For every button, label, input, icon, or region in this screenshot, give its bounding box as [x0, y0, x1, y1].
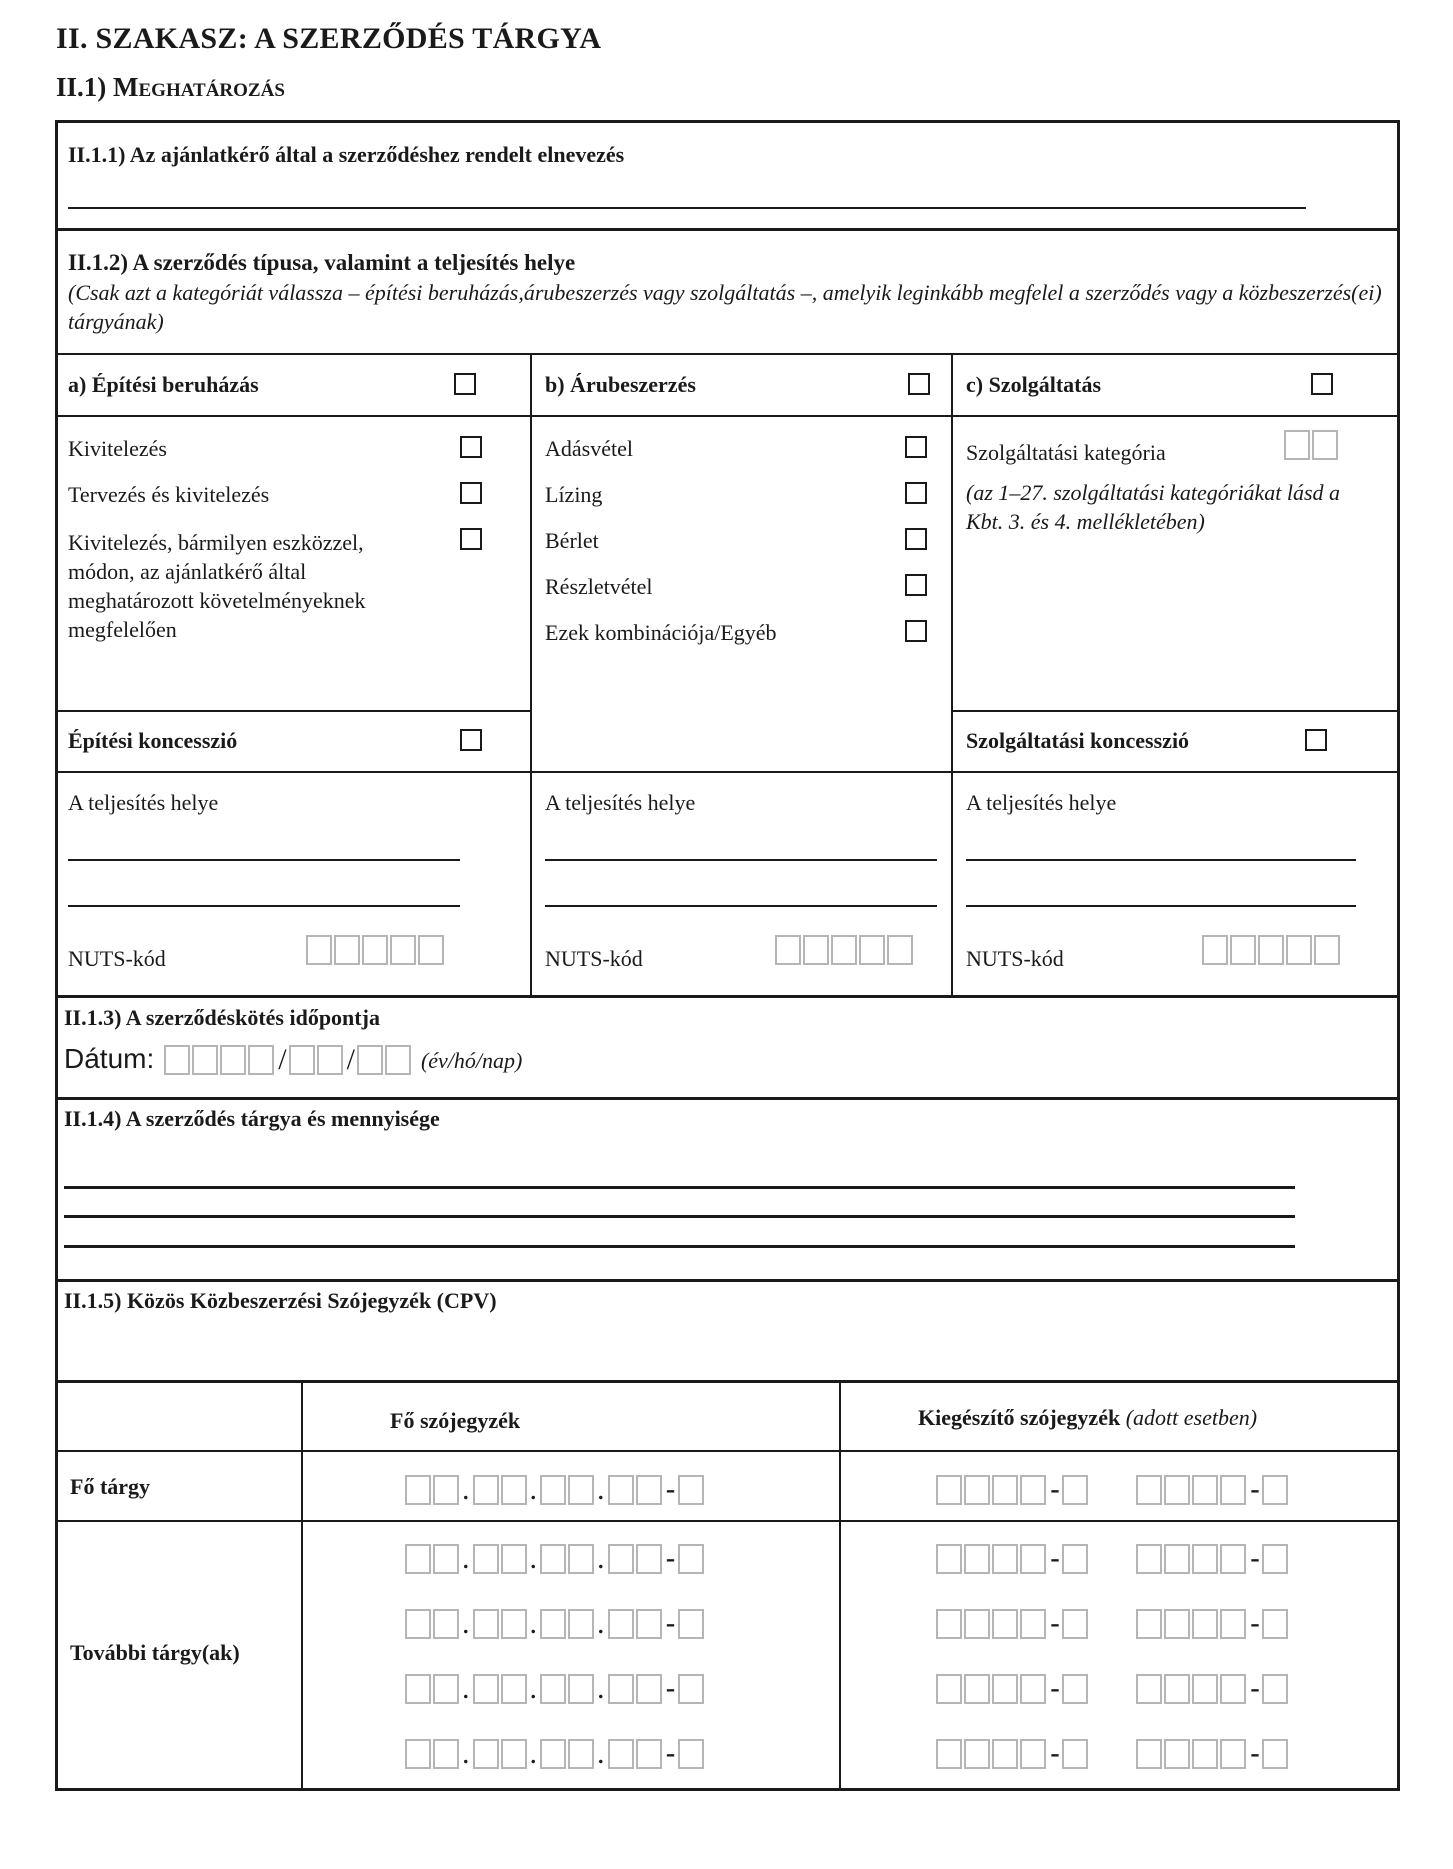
digit-box[interactable]	[220, 1045, 246, 1075]
digit-box[interactable]	[1020, 1739, 1046, 1769]
code-dot: .	[462, 1607, 470, 1640]
col-a-item-checkbox[interactable]	[460, 482, 482, 504]
digit-box[interactable]	[775, 935, 801, 965]
code-dot: .	[597, 1737, 605, 1770]
column-divider	[301, 1380, 303, 1791]
digit-box[interactable]	[936, 1674, 962, 1704]
digit-box[interactable]	[859, 935, 885, 965]
divider	[55, 228, 1400, 231]
divider	[55, 1097, 1400, 1100]
col-c-checkbox[interactable]	[1311, 373, 1333, 395]
divider	[951, 710, 1400, 712]
col-b-place-label: A teljesítés helye	[545, 790, 696, 815]
digit-box[interactable]	[1192, 1609, 1218, 1639]
digit-box[interactable]	[1312, 430, 1338, 460]
col-b-item-checkbox[interactable]	[905, 528, 927, 550]
digit-box[interactable]	[1136, 1609, 1162, 1639]
digit-box[interactable]	[1136, 1475, 1162, 1505]
col-a-place-line[interactable]	[68, 859, 460, 861]
digit-box[interactable]	[248, 1045, 274, 1075]
col-c-nuts-boxes[interactable]	[1202, 935, 1342, 965]
digit-box[interactable]	[433, 1609, 459, 1639]
col-b-title: b) Árubeszerzés	[545, 372, 696, 397]
digit-box[interactable]	[433, 1544, 459, 1574]
cpv-col-main: Fő szójegyzék	[390, 1408, 521, 1433]
digit-box[interactable]	[501, 1475, 527, 1505]
digit-box[interactable]	[636, 1544, 662, 1574]
digit-box[interactable]	[540, 1674, 566, 1704]
col-c-place-label: A teljesítés helye	[966, 790, 1117, 815]
cpv-main-code[interactable]	[405, 1609, 706, 1639]
col-a-item-checkbox[interactable]	[460, 436, 482, 458]
digit-box[interactable]	[568, 1475, 594, 1505]
digit-box[interactable]	[1062, 1475, 1088, 1505]
code-dot: .	[529, 1542, 537, 1575]
code-dot: .	[597, 1542, 605, 1575]
digit-box[interactable]	[1164, 1544, 1190, 1574]
cpv-row-more: További tárgy(ak)	[70, 1640, 240, 1665]
divider	[55, 1380, 1400, 1383]
subsection-title-text: II.1) Meghatározás	[56, 72, 285, 102]
digit-box[interactable]	[568, 1739, 594, 1769]
code-dot: .	[529, 1672, 537, 1705]
col-a-place-label: A teljesítés helye	[68, 790, 219, 815]
divider	[55, 995, 1400, 998]
digit-box[interactable]	[636, 1674, 662, 1704]
divider	[55, 710, 532, 712]
code-dash: -	[1050, 1672, 1060, 1705]
col-c-place-line[interactable]	[966, 859, 1356, 861]
digit-box[interactable]	[964, 1674, 990, 1704]
col-a-nuts-boxes[interactable]	[306, 935, 446, 965]
digit-box[interactable]	[936, 1475, 962, 1505]
digit-box[interactable]	[1192, 1475, 1218, 1505]
digit-box[interactable]	[964, 1475, 990, 1505]
code-dot: .	[529, 1607, 537, 1640]
code-dot: .	[529, 1473, 537, 1506]
digit-box[interactable]	[540, 1475, 566, 1505]
divider	[55, 353, 1400, 355]
code-dot: .	[462, 1672, 470, 1705]
digit-box[interactable]	[1020, 1544, 1046, 1574]
col-b-item-checkbox[interactable]	[905, 574, 927, 596]
digit-box[interactable]	[1136, 1739, 1162, 1769]
code-dash: -	[1050, 1737, 1060, 1770]
col-a-title: a) Építési beruházás	[68, 372, 259, 397]
digit-box[interactable]	[964, 1544, 990, 1574]
digit-box[interactable]	[1286, 935, 1312, 965]
digit-box[interactable]	[1164, 1475, 1190, 1505]
code-dot: .	[462, 1737, 470, 1770]
digit-box[interactable]	[678, 1544, 704, 1574]
digit-box[interactable]	[289, 1045, 315, 1075]
s114-input-line[interactable]	[64, 1245, 1295, 1248]
digit-box[interactable]	[608, 1674, 634, 1704]
col-c-category-label: Szolgáltatási kategória	[966, 440, 1166, 465]
digit-box[interactable]	[608, 1609, 634, 1639]
col-b-place-line[interactable]	[545, 905, 937, 907]
cpv-supp-code[interactable]	[1136, 1739, 1290, 1769]
divider	[55, 1520, 1400, 1522]
digit-box[interactable]	[405, 1475, 431, 1505]
cpv-supp-code[interactable]	[936, 1674, 1090, 1704]
digit-box[interactable]	[992, 1475, 1018, 1505]
digit-box[interactable]	[405, 1674, 431, 1704]
cpv-col-supp-header	[918, 1405, 1257, 1431]
digit-box[interactable]	[357, 1045, 383, 1075]
digit-box[interactable]	[317, 1045, 343, 1075]
form-frame	[55, 120, 1400, 1791]
digit-box[interactable]	[1062, 1739, 1088, 1769]
code-dot: .	[597, 1607, 605, 1640]
digit-box[interactable]	[473, 1544, 499, 1574]
col-c-nuts-label: NUTS-kód	[966, 946, 1064, 971]
digit-box[interactable]	[501, 1739, 527, 1769]
col-b-item-checkbox[interactable]	[905, 620, 927, 642]
s115-label: II.1.5) Közös Közbeszerzési Szójegyzék (CPV)	[64, 1288, 497, 1313]
digit-box[interactable]	[405, 1544, 431, 1574]
col-a-item-checkbox[interactable]	[460, 528, 482, 550]
digit-box[interactable]	[1164, 1674, 1190, 1704]
col-a-item: Kivitelezés, bármilyen eszközzel, módon, az ajánlatkérő által meghatározott követelményeknek megfelelően	[68, 530, 366, 642]
digit-box[interactable]	[192, 1045, 218, 1075]
digit-box[interactable]	[164, 1045, 190, 1075]
digit-box[interactable]	[1220, 1544, 1246, 1574]
digit-box[interactable]	[568, 1544, 594, 1574]
digit-box[interactable]	[964, 1739, 990, 1769]
col-b-place-line[interactable]	[545, 859, 937, 861]
s112-label: II.1.2) A szerződés típusa, valamint a teljesítés helye	[68, 250, 576, 275]
cpv-supp-code[interactable]	[936, 1609, 1090, 1639]
digit-box[interactable]	[501, 1609, 527, 1639]
digit-box[interactable]	[1220, 1674, 1246, 1704]
subsection-title	[56, 72, 285, 103]
col-b-item-checkbox[interactable]	[905, 436, 927, 458]
digit-box[interactable]	[433, 1739, 459, 1769]
cpv-main-code[interactable]	[405, 1674, 706, 1704]
digit-box[interactable]	[540, 1609, 566, 1639]
s114-input-line[interactable]	[64, 1215, 1295, 1218]
digit-box[interactable]	[678, 1475, 704, 1505]
col-b-item-checkbox[interactable]	[905, 482, 927, 504]
digit-box[interactable]	[540, 1739, 566, 1769]
divider	[55, 771, 1400, 773]
column-divider	[951, 353, 953, 996]
code-dash: -	[665, 1542, 676, 1575]
digit-box[interactable]	[1258, 935, 1284, 965]
digit-box[interactable]	[1262, 1544, 1288, 1574]
digit-box[interactable]	[936, 1739, 962, 1769]
cpv-supp-code[interactable]	[1136, 1674, 1290, 1704]
code-dash: -	[1050, 1607, 1060, 1640]
col-c-place-line[interactable]	[966, 905, 1356, 907]
digit-box[interactable]	[418, 935, 444, 965]
digit-box[interactable]	[803, 935, 829, 965]
digit-box[interactable]	[1284, 430, 1310, 460]
code-dash: -	[1250, 1542, 1260, 1575]
digit-box[interactable]	[1136, 1674, 1162, 1704]
digit-box[interactable]	[1136, 1544, 1162, 1574]
column-divider	[530, 353, 532, 996]
digit-box[interactable]	[608, 1544, 634, 1574]
col-b-item: Adásvétel	[545, 436, 633, 461]
code-dot: .	[462, 1473, 470, 1506]
digit-box[interactable]	[831, 935, 857, 965]
digit-box[interactable]	[1164, 1739, 1190, 1769]
digit-box[interactable]	[678, 1739, 704, 1769]
digit-box[interactable]	[1062, 1609, 1088, 1639]
code-dot: .	[462, 1542, 470, 1575]
col-c-concession-checkbox[interactable]	[1305, 729, 1327, 751]
code-dot: .	[597, 1473, 605, 1506]
digit-box[interactable]	[1220, 1475, 1246, 1505]
code-dash: -	[665, 1672, 676, 1705]
col-c-category-note: (az 1–27. szolgáltatási kategóriákat lásd a Kbt. 3. és 4. mellékletében)	[966, 480, 1340, 534]
digit-box[interactable]	[568, 1609, 594, 1639]
cpv-supp-code[interactable]	[936, 1739, 1090, 1769]
digit-box[interactable]	[1192, 1739, 1218, 1769]
digit-box[interactable]	[992, 1609, 1018, 1639]
divider	[55, 1279, 1400, 1282]
col-a-place-line[interactable]	[68, 905, 460, 907]
digit-box[interactable]	[1230, 935, 1256, 965]
digit-box[interactable]	[1262, 1739, 1288, 1769]
digit-box[interactable]	[433, 1674, 459, 1704]
digit-box[interactable]	[540, 1544, 566, 1574]
s114-label: II.1.4) A szerződés tárgya és mennyisége	[64, 1106, 440, 1131]
digit-box[interactable]	[362, 935, 388, 965]
cpv-row-main: Fő tárgy	[70, 1474, 151, 1499]
digit-box[interactable]	[306, 935, 332, 965]
digit-box[interactable]	[390, 935, 416, 965]
digit-box[interactable]	[1192, 1674, 1218, 1704]
digit-box[interactable]	[678, 1609, 704, 1639]
digit-box[interactable]	[1262, 1475, 1288, 1505]
col-b-item: Lízing	[545, 482, 603, 507]
code-dash: -	[1250, 1672, 1260, 1705]
digit-box[interactable]	[636, 1739, 662, 1769]
s113-label: II.1.3) A szerződéskötés időpontja	[64, 1005, 380, 1030]
digit-box[interactable]	[1020, 1609, 1046, 1639]
digit-box[interactable]	[405, 1609, 431, 1639]
cpv-col-supp-note: (adott esetben)	[1125, 1405, 1258, 1430]
code-dash: -	[665, 1473, 676, 1506]
digit-box[interactable]	[473, 1475, 499, 1505]
digit-box[interactable]	[936, 1609, 962, 1639]
code-dash: -	[1050, 1542, 1060, 1575]
col-c-category-boxes[interactable]	[1284, 430, 1340, 460]
cpv-supp-code[interactable]	[1136, 1475, 1290, 1505]
digit-box[interactable]	[568, 1674, 594, 1704]
digit-box[interactable]	[964, 1609, 990, 1639]
s111-label: II.1.1) Az ajánlatkérő által a szerződéshez rendelt elnevezés	[68, 142, 625, 167]
digit-box[interactable]	[473, 1609, 499, 1639]
digit-box[interactable]	[473, 1739, 499, 1769]
col-a-item: Kivitelezés	[68, 436, 167, 461]
col-c-concession: Szolgáltatási koncesszió	[966, 728, 1190, 753]
digit-box[interactable]	[501, 1674, 527, 1704]
digit-box[interactable]	[1262, 1609, 1288, 1639]
col-b-nuts-boxes[interactable]	[775, 935, 915, 965]
digit-box[interactable]	[1062, 1544, 1088, 1574]
digit-box[interactable]	[405, 1739, 431, 1769]
col-b-item: Ezek kombinációja/Egyéb	[545, 620, 777, 645]
digit-box[interactable]	[501, 1544, 527, 1574]
col-b-item: Részletvétel	[545, 574, 653, 599]
col-a-concession: Építési koncesszió	[68, 728, 238, 753]
digit-box[interactable]	[1192, 1544, 1218, 1574]
digit-box[interactable]	[1314, 935, 1340, 965]
cpv-main-code[interactable]	[405, 1475, 706, 1505]
code-dot: .	[597, 1672, 605, 1705]
cpv-supp-code[interactable]	[1136, 1544, 1290, 1574]
digit-box[interactable]	[433, 1475, 459, 1505]
cpv-main-code[interactable]	[405, 1739, 706, 1769]
s112-note: (Csak azt a kategóriát válassza – építési beruházás,árubeszerzés vagy szolgáltatás –, amelyik leginkább megfelel a szerződés vagy a közbeszerzés(ei) tárgyának)	[68, 280, 1382, 334]
divider	[55, 415, 1400, 417]
code-dash: -	[1250, 1607, 1260, 1640]
digit-box[interactable]	[1164, 1609, 1190, 1639]
s113-date-label: Dátum:	[64, 1043, 155, 1074]
col-a-item: Tervezés és kivitelezés	[68, 482, 270, 507]
date-separator: /	[278, 1043, 287, 1076]
digit-box[interactable]	[1202, 935, 1228, 965]
code-dash: -	[1250, 1737, 1260, 1770]
digit-box[interactable]	[1062, 1674, 1088, 1704]
cpv-main-code[interactable]	[405, 1544, 706, 1574]
cpv-col-supp: Kiegészítő szójegyzék	[918, 1405, 1121, 1430]
digit-box[interactable]	[1262, 1674, 1288, 1704]
column-divider	[839, 1380, 841, 1791]
col-b-checkbox[interactable]	[908, 373, 930, 395]
col-b-nuts-label: NUTS-kód	[545, 946, 643, 971]
code-dot: .	[529, 1737, 537, 1770]
digit-box[interactable]	[385, 1045, 411, 1075]
digit-box[interactable]	[473, 1674, 499, 1704]
code-dash: -	[1050, 1473, 1060, 1506]
digit-box[interactable]	[608, 1739, 634, 1769]
col-b-item: Bérlet	[545, 528, 599, 553]
digit-box[interactable]	[992, 1674, 1018, 1704]
digit-box[interactable]	[1020, 1674, 1046, 1704]
digit-box[interactable]	[636, 1609, 662, 1639]
digit-box[interactable]	[678, 1674, 704, 1704]
date-separator: /	[346, 1043, 355, 1076]
digit-box[interactable]	[334, 935, 360, 965]
s113-date	[64, 1043, 522, 1075]
cpv-supp-code[interactable]	[1136, 1609, 1290, 1639]
digit-box[interactable]	[992, 1739, 1018, 1769]
code-dash: -	[665, 1737, 676, 1770]
s114-input-line[interactable]	[64, 1186, 1295, 1189]
digit-box[interactable]	[1220, 1739, 1246, 1769]
digit-box[interactable]	[887, 935, 913, 965]
digit-box[interactable]	[1220, 1609, 1246, 1639]
cpv-supp-code[interactable]	[936, 1544, 1090, 1574]
cpv-supp-code[interactable]	[936, 1475, 1090, 1505]
col-a-concession-checkbox[interactable]	[460, 729, 482, 751]
s113-date-format: (év/hó/nap)	[420, 1048, 523, 1073]
col-c-title: c) Szolgáltatás	[966, 372, 1102, 397]
digit-box[interactable]	[636, 1475, 662, 1505]
code-dash: -	[665, 1607, 676, 1640]
digit-box[interactable]	[1020, 1475, 1046, 1505]
digit-box[interactable]	[992, 1544, 1018, 1574]
code-dash: -	[1250, 1473, 1260, 1506]
digit-box[interactable]	[608, 1475, 634, 1505]
col-a-checkbox[interactable]	[454, 373, 476, 395]
s111-input-line[interactable]	[68, 207, 1306, 209]
col-a-nuts-label: NUTS-kód	[68, 946, 166, 971]
section-title: II. SZAKASZ: A SZERZŐDÉS TÁRGYA	[56, 22, 602, 55]
divider	[55, 1450, 1400, 1452]
digit-box[interactable]	[936, 1544, 962, 1574]
